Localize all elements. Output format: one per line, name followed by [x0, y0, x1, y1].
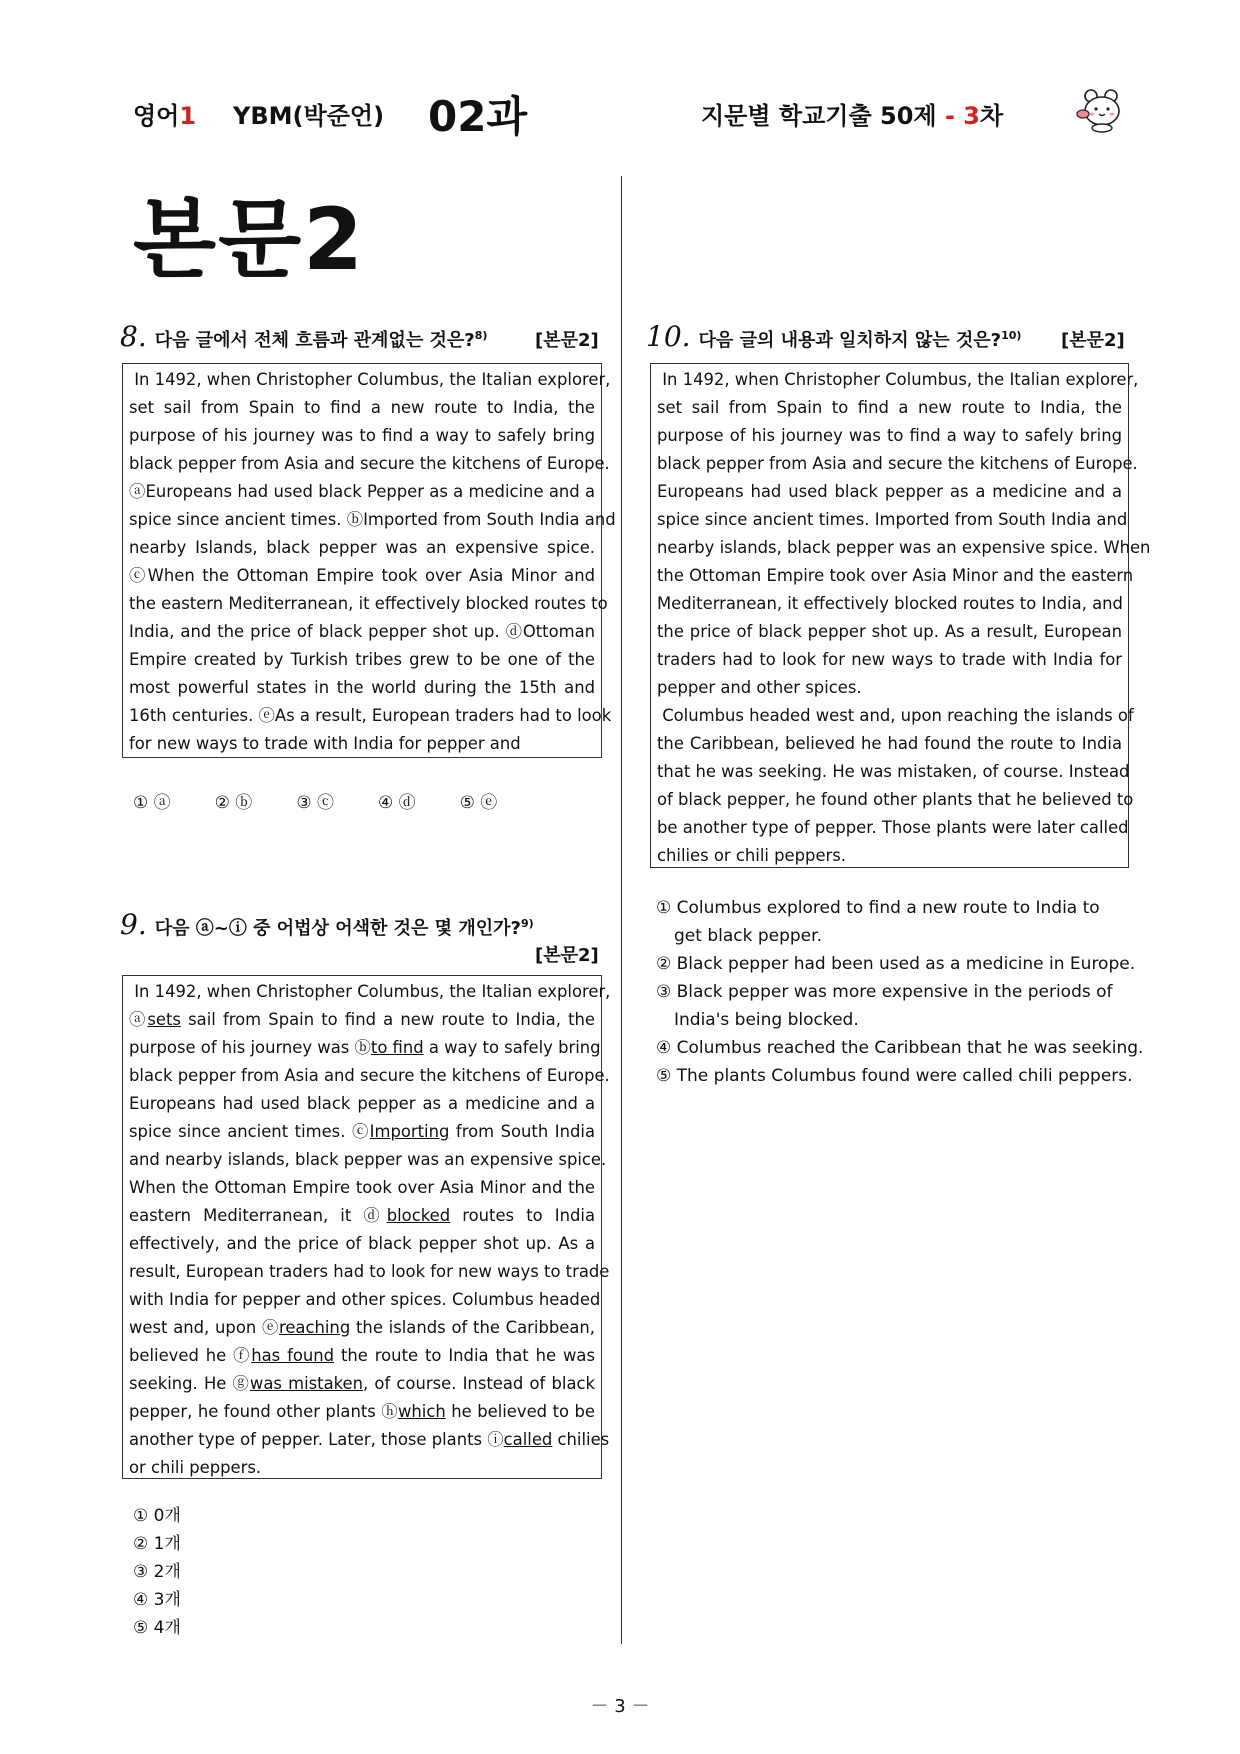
q8-prompt: 다음 글에서 전체 흐름과 관계없는 것은?	[154, 330, 475, 351]
q8-line: purpose of his journey was to find a way to safely bring	[129, 426, 595, 445]
q10-line: be another type of pepper. Those plants were later called	[657, 818, 1129, 837]
subject-label: 영어	[133, 102, 180, 130]
q9-line: result, European traders had to look for new ways to trade	[129, 1262, 610, 1281]
q9-option-4[interactable]: ④ 3개	[133, 1590, 181, 1610]
q9-line: eastern Mediterranean, it ⓓblocked routes to India	[129, 1206, 596, 1225]
q10-passage	[650, 363, 1151, 868]
q10-line: Mediterranean, it effectively blocked routes to India, and	[657, 594, 1123, 613]
q8-option-2[interactable]: ② ⓑ	[214, 793, 253, 813]
q8-line: the eastern Mediterranean, it effectively blocked routes to	[129, 594, 608, 613]
q8-option-1[interactable]: ① ⓐ	[133, 793, 171, 813]
q8-line: Empire created by Turkish tribes grew to be one of the	[129, 650, 595, 669]
q10-line: pepper and other spices.	[657, 678, 862, 697]
q9-underline-g: was mistaken	[249, 1374, 364, 1393]
q10-option-3[interactable]: ③ Black pepper was more expensive in the periods of	[656, 982, 1113, 1002]
q8-line: most powerful states in the world during the 15th and	[129, 678, 595, 697]
q9-line: In 1492, when Christopher Columbus, the Italian explorer,	[134, 982, 611, 1001]
q8-passage	[122, 363, 616, 758]
q9-underline-h: which	[397, 1402, 446, 1421]
q9-underline-a: sets	[147, 1010, 181, 1029]
q9-line: or chili peppers.	[129, 1458, 262, 1477]
q9-line: seeking. He ⓖwas mistaken, of course. Instead of black	[129, 1374, 595, 1393]
q10-tag: [본문2]	[1061, 330, 1125, 351]
series-separator: -	[944, 102, 955, 130]
q9-underline-f: has found	[251, 1346, 335, 1365]
q10-option-2[interactable]: ② Black pepper had been used as a medicine in Europe.	[656, 954, 1136, 974]
q8-line: In 1492, when Christopher Columbus, the Italian explorer,	[129, 370, 611, 389]
q10-line: In 1492, when Christopher Columbus, the Italian explorer,	[657, 370, 1139, 389]
column-divider	[621, 176, 622, 1644]
q9-line: purpose of his journey was ⓑto find a way to safely bring	[129, 1038, 601, 1057]
q9-underline-b: to find	[370, 1038, 424, 1057]
q8-number: 8.	[120, 320, 147, 353]
q10-option-3-cont: India's being blocked.	[674, 1010, 859, 1030]
q9-line: ⓐsets sail from Spain to find a new route to India, the	[129, 1010, 596, 1029]
q10-option-1-cont: get black pepper.	[674, 926, 822, 946]
q8-option-4[interactable]: ④ ⓓ	[377, 793, 416, 813]
round-label: 차	[979, 102, 1004, 130]
lesson-number: 02과	[428, 92, 528, 141]
q9-underline-i: called	[503, 1430, 553, 1449]
q10-line: of black pepper, he found other plants that he believed to	[657, 790, 1134, 809]
q10-line: spice since ancient times. Imported from South India and	[657, 510, 1128, 529]
q9-heading	[120, 908, 534, 941]
q10-line: that he was seeking. He was mistaken, of course. Instead	[657, 762, 1130, 781]
q8-option-3[interactable]: ③ ⓒ	[296, 793, 334, 813]
q10-line: black pepper from Asia and secure the kitchens of Europe.	[657, 454, 1138, 473]
q10-option-5[interactable]: ⑤ The plants Columbus found were called chili peppers.	[656, 1066, 1133, 1086]
q8-line: 16th centuries. ⓔAs a result, European traders had to look	[129, 706, 612, 725]
q8-line: black pepper from Asia and secure the kitchens of Europe.	[129, 454, 610, 473]
q9-line: believed he ⓕhas found the route to India that he was	[129, 1346, 595, 1365]
q10-line: chilies or chili peppers.	[657, 846, 847, 865]
q8-tag: [본문2]	[535, 330, 599, 351]
q8-options	[133, 788, 541, 813]
q8-line: for new ways to trade with India for pepper and	[129, 734, 521, 753]
q10-line: the Ottoman Empire took over Asia Minor and the eastern	[657, 566, 1134, 585]
bear-mascot-icon	[1076, 84, 1126, 134]
q9-line: effectively, and the price of black pepper shot up. As a	[129, 1234, 595, 1253]
q10-line: traders had to look for new ways to trade with India for	[657, 650, 1122, 669]
q9-option-5[interactable]: ⑤ 4개	[133, 1618, 181, 1638]
q9-line: When the Ottoman Empire took over Asia Minor and the	[129, 1178, 595, 1197]
subject	[133, 96, 196, 131]
q10-line: the price of black pepper shot up. As a result, European	[657, 622, 1122, 641]
q9-line: west and, upon ⓔreaching the islands of the Caribbean,	[129, 1318, 595, 1337]
q9-number: 9.	[120, 908, 147, 941]
page-number: － 3 －	[590, 1696, 650, 1717]
q8-option-5[interactable]: ⑤ ⓔ	[459, 793, 498, 813]
q9-line: with India for pepper and other spices. Columbus headed	[129, 1290, 601, 1309]
q8-footnote: 8)	[474, 329, 488, 342]
q8-line: ⓐEuropeans had used black Pepper as a medicine and a	[129, 482, 595, 501]
q10-line: the Caribbean, believed he had found the route to India	[657, 734, 1122, 753]
q10-line: set sail from Spain to find a new route to India, the	[657, 398, 1122, 417]
q9-options	[133, 1502, 181, 1642]
series-label: 지문별 학교기출 50제	[701, 102, 937, 130]
q8-line: set sail from Spain to find a new route to India, the	[129, 398, 595, 417]
q8-line: nearby Islands, black pepper was an expensive spice.	[129, 538, 595, 557]
q8-heading	[120, 320, 487, 353]
q9-tag: [본문2]	[535, 945, 599, 966]
q9-underline-c: Importing	[369, 1122, 450, 1141]
subject-number: 1	[179, 102, 197, 130]
q9-prompt: 다음 ⓐ~ⓘ 중 어법상 어색한 것은 몇 개인가?	[154, 918, 521, 939]
q9-underline-d: blocked	[386, 1206, 451, 1225]
q9-line: black pepper from Asia and secure the kitchens of Europe.	[129, 1066, 610, 1085]
q10-line: Europeans had used black pepper as a medicine and a	[657, 482, 1122, 501]
q9-footnote: 9)	[520, 917, 534, 930]
q10-prompt: 다음 글의 내용과 일치하지 않는 것은?	[698, 330, 1002, 351]
q9-line: and nearby islands, black pepper was an expensive spice.	[129, 1150, 607, 1169]
q9-line: pepper, he found other plants ⓗwhich he believed to be	[129, 1402, 596, 1421]
publisher: YBM(박준언)	[233, 102, 385, 130]
q10-option-1[interactable]: ① Columbus explored to find a new route to India to	[656, 898, 1100, 918]
q10-heading	[646, 320, 1021, 353]
q10-option-4[interactable]: ④ Columbus reached the Caribbean that he was seeking.	[656, 1038, 1144, 1058]
q10-footnote: 10)	[1001, 329, 1022, 342]
q10-options	[656, 894, 1143, 1090]
q9-option-3[interactable]: ③ 2개	[133, 1562, 181, 1582]
q8-line: India, and the price of black pepper shot up. ⓓOttoman	[129, 622, 595, 641]
q8-line: spice since ancient times. ⓑImported from South India and	[129, 510, 616, 529]
series-title	[701, 96, 1003, 131]
round-number: 3	[963, 102, 980, 130]
q9-option-1[interactable]: ① 0개	[133, 1506, 181, 1526]
q10-line: purpose of his journey was to find a way to safely bring	[657, 426, 1122, 445]
q9-passage	[122, 975, 611, 1479]
q10-number: 10.	[646, 320, 691, 353]
q9-underline-e: reaching	[278, 1318, 351, 1337]
q9-line: Europeans had used black pepper as a medicine and a	[129, 1094, 595, 1113]
section-title: 본문2	[133, 190, 365, 290]
q9-line: another type of pepper. Later, those plants ⓘcalled chilies	[129, 1430, 610, 1449]
q9-line: spice since ancient times. ⓒImporting from South India	[129, 1122, 595, 1141]
q10-line: Columbus headed west and, upon reaching the islands of	[657, 706, 1134, 725]
q9-option-2[interactable]: ② 1개	[133, 1534, 181, 1554]
q10-line: nearby islands, black pepper was an expensive spice. When	[657, 538, 1151, 557]
q8-line: ⓒWhen the Ottoman Empire took over Asia Minor and	[129, 566, 595, 585]
